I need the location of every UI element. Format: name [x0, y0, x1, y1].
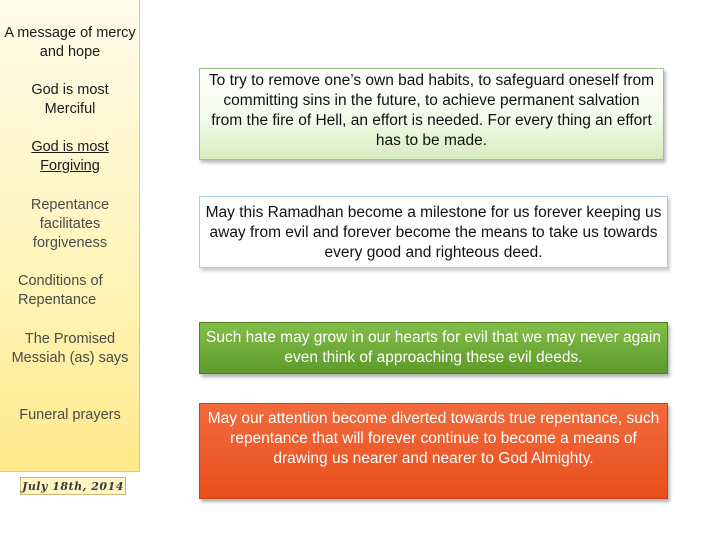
- text-box-true-repentance: [199, 403, 668, 499]
- sidebar-item-label: The Promised Messiah (as) says: [11, 331, 129, 366]
- sidebar-item-funeral-prayers[interactable]: [4, 406, 136, 425]
- text-box-effort: [199, 68, 664, 160]
- sidebar-item-label: Funeral prayers: [19, 407, 121, 423]
- sidebar-item-repentance-forgiveness[interactable]: [4, 196, 136, 253]
- text-box-content: Such hate may grow in our hearts for evil that we may never again even think of approaching these evil deeds.: [206, 329, 661, 366]
- sidebar-item-message-of-mercy[interactable]: [4, 24, 136, 62]
- sidebar-item-label: Conditions of Repentance: [18, 273, 103, 308]
- sidebar-item-label: God is most Forgiving: [31, 139, 109, 174]
- date-badge: [20, 477, 126, 495]
- topic-sidebar: [0, 0, 140, 472]
- text-box-content: May our attention become diverted towards true repentance, such repentance that will forever continue to become a means of drawing us nearer and nearer to God Almighty.: [207, 410, 660, 467]
- date-label: July 18th, 2014: [22, 479, 124, 493]
- sidebar-item-most-merciful[interactable]: [4, 81, 136, 119]
- text-box-ramadhan-milestone: [199, 196, 668, 268]
- sidebar-item-most-forgiving[interactable]: [4, 138, 136, 176]
- sidebar-item-label: Repentance facilitates forgiveness: [30, 197, 110, 251]
- text-box-hate-for-evil: [199, 322, 668, 374]
- sidebar-item-conditions-of-repentance[interactable]: [18, 272, 138, 310]
- sidebar-item-label: A message of mercy and hope: [4, 25, 136, 60]
- sidebar-item-promised-messiah[interactable]: [4, 330, 136, 368]
- sidebar-item-label: God is most Merciful: [31, 82, 109, 117]
- text-box-content: To try to remove one’s own bad habits, to safeguard oneself from committing sins in the future, to achieve permanent salvation from the fire of Hell, an effort is needed. For every thing an effort has to be made.: [208, 72, 655, 149]
- text-box-content: May this Ramadhan become a milestone for us forever keeping us away from evil and forever become the means to take us towards every good and righteous deed.: [205, 204, 662, 261]
